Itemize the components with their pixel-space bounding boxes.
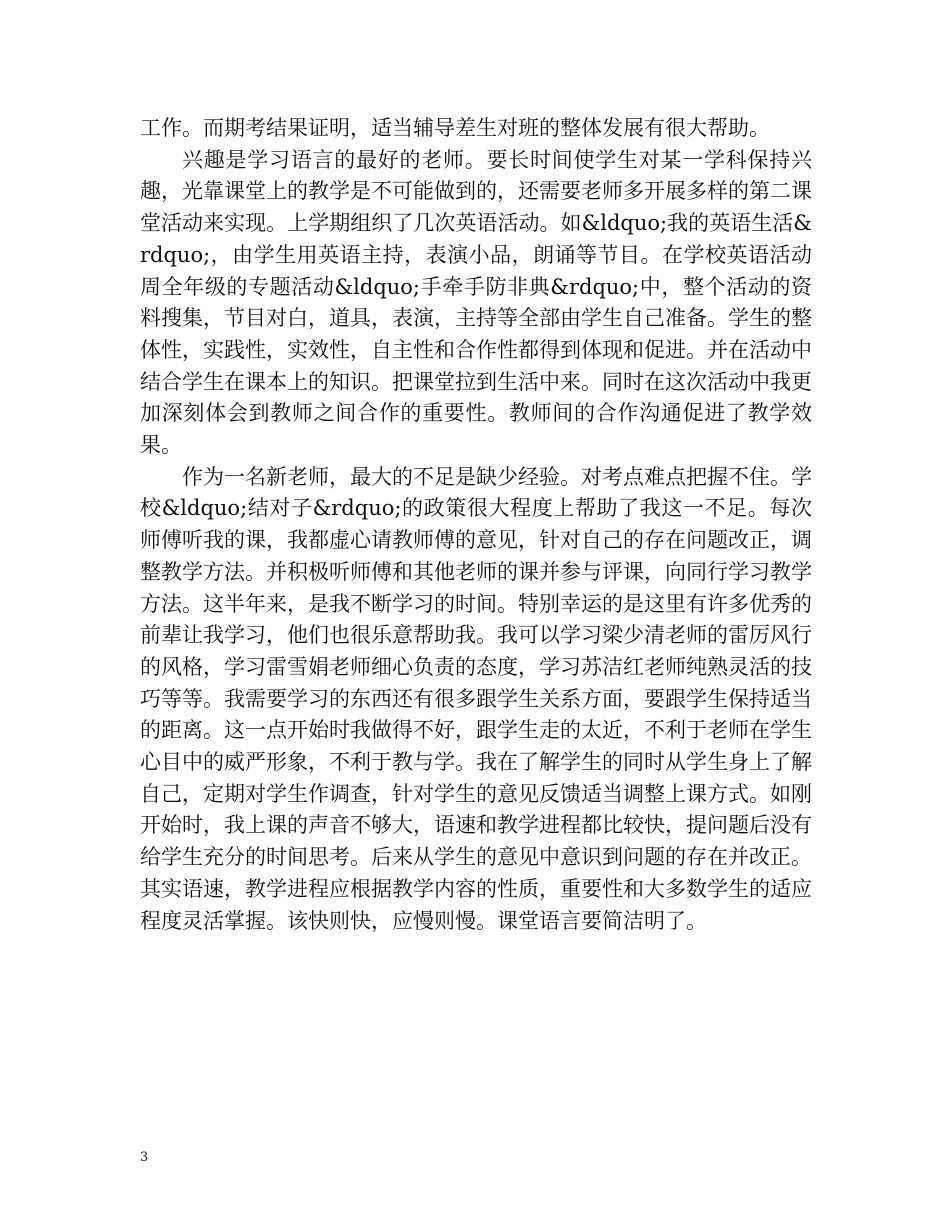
paragraph-3: 作为一名新老师，最大的不足是缺少经验。对考点难点把握不住。学校&ldquo;结对子&rdquo;的政策很大程度上帮助了我这一不足。每次师傅听我的课，我都虚心请教师傅的意见，针对自己的存在问题改正，调整教学方法。并积极听师傅和其他老师的课并参与评课，向同行学习教学方法。这半年来，是我不断学习的时间。特别幸运的是这里有许多优秀的前辈让我学习，他们也很乐意帮助我。我可以学习梁少清老师的雷厉风行的风格，学习雷雪娟老师细心负责的态度，学习苏洁红老师纯熟灵活的技巧等等。我需要学习的东西还有很多跟学生关系方面，要跟学生保持适当的距离。这一点开始时我做得不好，跟学生走的太近，不利于老师在学生心目中的威严形象，不利于教与学。我在了解学生的同时从学生身上了解自己，定期对学生作调查，针对学生的意见反馈适当调整上课方式。如刚开始时，我上课的声音不够大，语速和教学进程都比较快，提问题后没有给学生充分的时间思考。后来从学生的意见中意识到问题的存在并改正。其实语速，教学进程应根据教学内容的性质，重要性和大多数学生的适应程度灵活掌握。该快则快，应慢则慢。课堂语言要简洁明了。 xyxy=(140,464,812,933)
body-text xyxy=(140,113,812,937)
paragraph-2: 兴趣是学习语言的最好的老师。要长时间使学生对某一学科保持兴趣，光靠课堂上的教学是不可能做到的，还需要老师多开展多样的第二课堂活动来实现。上学期组织了几次英语活动。如&ldquo;我的英语生活&rdquo;，由学生用英语主持，表演小品，朗诵等节目。在学校英语活动周全年级的专题活动&ldquo;手牵手防非典&rdquo;中，整个活动的资料搜集，节目对白，道具，表演，主持等全部由学生自己准备。学生的整体性，实践性，实效性，自主性和合作性都得到体现和促进。并在活动中结合学生在课本上的知识。把课堂拉到生活中来。同时在这次活动中我更加深刻体会到教师之间合作的重要性。教师间的合作沟通促进了教学效果。 xyxy=(140,147,812,458)
page-number: 3 xyxy=(140,1150,149,1165)
paragraph-1: 工作。而期考结果证明，适当辅导差生对班的整体发展有很大帮助。 xyxy=(140,116,770,140)
